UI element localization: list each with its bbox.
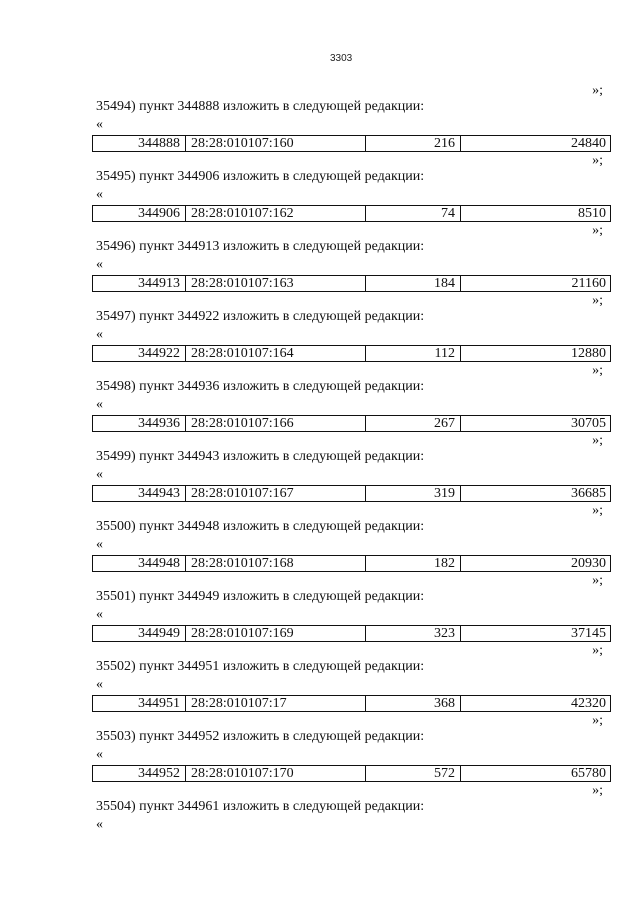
area-cell: 323	[366, 626, 461, 642]
cadastral-number-cell: 28:28:010107:168	[186, 556, 366, 572]
close-quote: »;	[592, 433, 603, 448]
area-cell: 184	[366, 276, 461, 292]
cadastral-number-cell: 28:28:010107:164	[186, 346, 366, 362]
open-quote: «	[96, 537, 103, 552]
amendment-entry	[92, 378, 610, 448]
item-number-cell: 344888	[93, 136, 186, 152]
amendment-entry	[92, 518, 610, 588]
table-row	[93, 416, 611, 432]
table-row	[93, 276, 611, 292]
open-quote: «	[96, 117, 103, 132]
value-cell: 30705	[461, 416, 611, 432]
area-cell: 182	[366, 556, 461, 572]
item-number-cell: 344943	[93, 486, 186, 502]
table-row	[93, 206, 611, 222]
open-quote: «	[96, 187, 103, 202]
amendment-heading: 35498) пункт 344936 изложить в следующей редакции:	[96, 379, 425, 394]
area-cell: 74	[366, 206, 461, 222]
amendment-heading: 35500) пункт 344948 изложить в следующей редакции:	[96, 519, 425, 534]
amendment-entry	[92, 448, 610, 518]
amendment-heading: 35496) пункт 344913 изложить в следующей редакции:	[96, 239, 425, 254]
record-table	[92, 625, 611, 642]
area-cell: 319	[366, 486, 461, 502]
amendment-entry	[92, 658, 610, 728]
record-table	[92, 415, 611, 432]
area-cell: 216	[366, 136, 461, 152]
close-quote: »;	[592, 83, 603, 98]
value-cell: 21160	[461, 276, 611, 292]
area-cell: 572	[366, 766, 461, 782]
table-row	[93, 696, 611, 712]
value-cell: 36685	[461, 486, 611, 502]
area-cell: 267	[366, 416, 461, 432]
cadastral-number-cell: 28:28:010107:170	[186, 766, 366, 782]
open-quote: «	[96, 327, 103, 342]
table-row	[93, 626, 611, 642]
item-number-cell: 344906	[93, 206, 186, 222]
record-table	[92, 555, 611, 572]
amendment-entry	[92, 98, 610, 168]
area-cell: 368	[366, 696, 461, 712]
item-number-cell: 344922	[93, 346, 186, 362]
item-number-cell: 344951	[93, 696, 186, 712]
amendment-entry	[92, 168, 610, 238]
cadastral-number-cell: 28:28:010107:166	[186, 416, 366, 432]
amendment-heading: 35494) пункт 344888 изложить в следующей редакции:	[96, 99, 425, 114]
value-cell: 8510	[461, 206, 611, 222]
open-quote: «	[96, 607, 103, 622]
value-cell: 42320	[461, 696, 611, 712]
amendment-heading: 35499) пункт 344943 изложить в следующей редакции:	[96, 449, 425, 464]
table-row	[93, 346, 611, 362]
cadastral-number-cell: 28:28:010107:163	[186, 276, 366, 292]
table-row	[93, 136, 611, 152]
close-quote: »;	[592, 783, 603, 798]
close-quote: »;	[592, 713, 603, 728]
value-cell: 65780	[461, 766, 611, 782]
record-table	[92, 695, 611, 712]
close-quote: »;	[592, 153, 603, 168]
close-quote: »;	[592, 293, 603, 308]
item-number-cell: 344949	[93, 626, 186, 642]
document-body	[92, 84, 610, 834]
close-quote: »;	[592, 503, 603, 518]
item-number-cell: 344936	[93, 416, 186, 432]
open-quote: «	[96, 397, 103, 412]
open-quote: «	[96, 257, 103, 272]
open-quote: «	[96, 677, 103, 692]
open-quote: «	[96, 467, 103, 482]
amendment-heading: 35502) пункт 344951 изложить в следующей редакции:	[96, 659, 425, 674]
amendment-entry	[92, 308, 610, 378]
page-number: 3303	[330, 53, 353, 64]
amendment-heading: 35501) пункт 344949 изложить в следующей редакции:	[96, 589, 425, 604]
record-table	[92, 765, 611, 782]
open-quote: «	[96, 817, 103, 832]
table-row	[93, 486, 611, 502]
area-cell: 112	[366, 346, 461, 362]
open-quote: «	[96, 747, 103, 762]
close-quote: »;	[592, 223, 603, 238]
cadastral-number-cell: 28:28:010107:169	[186, 626, 366, 642]
amendment-entry	[92, 798, 610, 834]
record-table	[92, 135, 611, 152]
amendment-heading: 35503) пункт 344952 изложить в следующей редакции:	[96, 729, 425, 744]
item-number-cell: 344952	[93, 766, 186, 782]
record-table	[92, 485, 611, 502]
value-cell: 20930	[461, 556, 611, 572]
record-table	[92, 275, 611, 292]
cadastral-number-cell: 28:28:010107:162	[186, 206, 366, 222]
record-table	[92, 205, 611, 222]
value-cell: 24840	[461, 136, 611, 152]
close-quote: »;	[592, 573, 603, 588]
amendment-heading: 35504) пункт 344961 изложить в следующей редакции:	[96, 799, 425, 814]
value-cell: 37145	[461, 626, 611, 642]
cadastral-number-cell: 28:28:010107:17	[186, 696, 366, 712]
amendment-heading: 35497) пункт 344922 изложить в следующей редакции:	[96, 309, 425, 324]
value-cell: 12880	[461, 346, 611, 362]
record-table	[92, 345, 611, 362]
amendment-entry	[92, 238, 610, 308]
cadastral-number-cell: 28:28:010107:167	[186, 486, 366, 502]
amendment-entry	[92, 588, 610, 658]
close-quote: »;	[592, 643, 603, 658]
table-row	[93, 556, 611, 572]
cadastral-number-cell: 28:28:010107:160	[186, 136, 366, 152]
table-row	[93, 766, 611, 782]
item-number-cell: 344948	[93, 556, 186, 572]
close-quote: »;	[592, 363, 603, 378]
amendment-heading: 35495) пункт 344906 изложить в следующей редакции:	[96, 169, 425, 184]
item-number-cell: 344913	[93, 276, 186, 292]
amendment-entry	[92, 728, 610, 798]
